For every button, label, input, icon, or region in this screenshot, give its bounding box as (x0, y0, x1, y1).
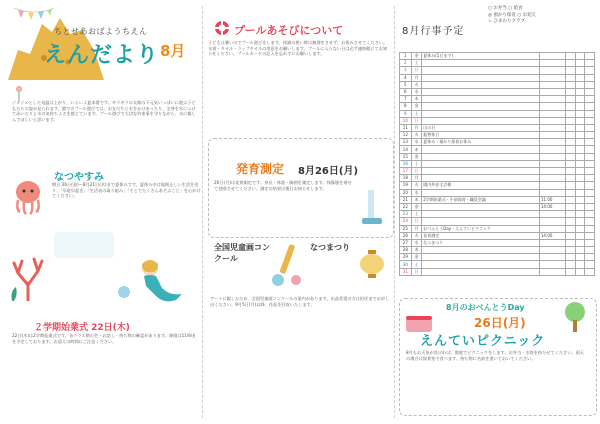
calendar-check-cell (566, 110, 576, 117)
calendar-cell-w: 日 (411, 67, 422, 74)
calendar-row (400, 168, 595, 175)
school-name: ちとせあおばようちえん (54, 27, 148, 36)
calendar-check-cell (575, 211, 585, 218)
calendar-cell-tm (539, 74, 565, 81)
calendar-cell-tm (539, 110, 565, 117)
calendar-check-cell (575, 218, 585, 225)
calendar-cell-d: 17 (400, 168, 412, 175)
measure-date: 8月26日(月) (298, 166, 359, 177)
calendar-cell-tm (539, 211, 565, 218)
calendar-row (400, 196, 595, 203)
calendar-cell-ev: 山の日 (422, 124, 540, 131)
calendar-cell-w: 木 (411, 146, 422, 153)
calendar-cell-ev (422, 218, 540, 225)
calendar-cell-d: 15 (400, 153, 412, 160)
calendar-cell-d: 29 (400, 254, 412, 261)
calendar-cell-ev (422, 175, 540, 182)
calendar-cell-ev: 2学期始業式・午前保育・職員会議 (422, 196, 540, 203)
calendar-row (400, 96, 595, 103)
calendar-cell-d: 11 (400, 124, 412, 131)
calendar-cell-ev (422, 67, 540, 74)
calendar-cell-w: 火 (411, 182, 422, 189)
calendar-check-cell (585, 189, 595, 196)
pool-title: プールあそびについて (234, 24, 344, 37)
bento-title: えんていピクニック (420, 334, 546, 349)
calendar-cell-ev (422, 74, 540, 81)
calendar-check-cell (585, 103, 595, 110)
natsu-title: なつまつり (310, 243, 350, 252)
calendar-check-cell (575, 182, 585, 189)
middle-bottom-text: アートに親しむため、全国児童画コンクールの案内があります。出品希望の方は担任までお申し出ください。9月5日(月)以降、作品を回収いたします。 (210, 296, 390, 307)
calendar-check-cell (585, 60, 595, 67)
calendar-cell-ev (422, 168, 540, 175)
newsletter-title: えんだより (44, 43, 160, 68)
calendar-check-cell (575, 268, 585, 275)
calendar-cell-w: 日 (411, 218, 422, 225)
calendar-cell-d: 10 (400, 117, 412, 124)
calendar-cell-ev (422, 203, 540, 210)
calendar-check-cell (566, 261, 576, 268)
calendar-check-cell (575, 81, 585, 88)
calendar-check-cell (566, 196, 576, 203)
pool-text: 子どもは暑いのでプール遊びをします。体調の悪い時は無理をさせず、お休みさせてください。水着・タオル・ラップタオルの用意をお願いします。プールに入らない日は必ず連絡帳にてお知らせください。プールカードの記入を忘れずにお願いします。 (208, 40, 388, 57)
term-title: ２学期始業式 22日(木) (34, 323, 130, 333)
calendar-check-cell (575, 88, 585, 95)
calendar-cell-d: 9 (400, 110, 412, 117)
calendar-cell-w: 月 (411, 225, 422, 232)
calendar-check-cell (566, 117, 576, 124)
calendar-cell-ev: なつまつり (422, 239, 540, 246)
calendar-row (400, 81, 595, 88)
calendar-check-cell (575, 160, 585, 167)
calendar-cell-tm (539, 168, 565, 175)
calendar-row (400, 239, 595, 246)
calendar-cell-tm (539, 218, 565, 225)
calendar-check-cell (575, 247, 585, 254)
calendar-cell-ev: 発育測定 (422, 232, 540, 239)
calendar-row (400, 103, 595, 110)
calendar-cell-w: 木 (411, 96, 422, 103)
calendar-title: 8月行事予定 (402, 26, 465, 37)
calendar-cell-d: 3 (400, 67, 412, 74)
calendar-cell-w: 金 (411, 53, 422, 60)
calendar-check-cell (566, 67, 576, 74)
calendar-cell-d: 21 (400, 196, 412, 203)
calendar-cell-ev (422, 160, 540, 167)
calendar-check-cell (566, 103, 576, 110)
calendar-row (400, 175, 595, 182)
calendar-check-cell (585, 203, 595, 210)
summer-title: なつやすみ (54, 172, 104, 183)
calendar-cell-d: 27 (400, 239, 412, 246)
concours-title: 全国児童画コンクール (214, 243, 270, 263)
calendar-check-cell (585, 81, 595, 88)
calendar-cell-w: 木 (411, 247, 422, 254)
legend-item: ◎ 預かり保育 ○ お迎え (488, 12, 537, 18)
calendar-check-cell (585, 254, 595, 261)
calendar-cell-ev (422, 96, 540, 103)
calendar-check-cell (566, 74, 576, 81)
calendar-row (400, 88, 595, 95)
calendar-check-cell (566, 247, 576, 254)
calendar-cell-tm (539, 81, 565, 88)
calendar-check-cell (575, 124, 585, 131)
calendar-check-cell (585, 196, 595, 203)
lantern-icon (354, 248, 390, 280)
calendar-cell-ev (422, 88, 540, 95)
calendar-cell-ev (422, 254, 540, 261)
calendar-cell-ev (422, 146, 540, 153)
calendar-check-cell (585, 225, 595, 232)
calendar-check-cell (585, 139, 595, 146)
calendar-cell-ev (422, 60, 540, 67)
calendar-cell-d: 24 (400, 218, 412, 225)
calendar-cell-tm: 11:00 (539, 196, 565, 203)
calendar-check-cell (575, 110, 585, 117)
calendar-cell-d: 12 (400, 132, 412, 139)
calendar-row (400, 139, 595, 146)
calendar-cell-d: 13 (400, 139, 412, 146)
calendar-cell-w: 木 (411, 196, 422, 203)
calendar-cell-ev (422, 110, 540, 117)
calendar-cell-tm (539, 239, 565, 246)
calendar-check-cell (575, 103, 585, 110)
calendar-check-cell (585, 96, 595, 103)
calendar-check-cell (585, 88, 595, 95)
calendar-cell-tm (539, 132, 565, 139)
calendar-check-cell (566, 254, 576, 261)
calendar-check-cell (575, 60, 585, 67)
tree-icon (560, 300, 590, 334)
calendar-row (400, 218, 595, 225)
calendar-cell-w: 日 (411, 168, 422, 175)
calendar-cell-d: 16 (400, 160, 412, 167)
calendar-check-cell (575, 74, 585, 81)
calendar-cell-tm (539, 261, 565, 268)
calendar-check-cell (566, 239, 576, 246)
summer-text: 期日 26日(金)〜8月21日(木)まで夏休みです。夏休み中は規則正しい生活を送り、「早寝早起き」「生活表の取り組み」「そとでたくさんあそぶこと」を心がけてください。 (52, 182, 201, 199)
calendar-row (400, 74, 595, 81)
calendar-cell-tm (539, 96, 565, 103)
calendar-row (400, 232, 595, 239)
calendar-check-cell (575, 67, 585, 74)
calendar-row (400, 153, 595, 160)
calendar-cell-tm: 14:00 (539, 232, 565, 239)
mermaid-icon (110, 256, 200, 306)
calendar-cell-tm (539, 146, 565, 153)
calendar-check-cell (585, 239, 595, 246)
calendar-cell-ev: おべんとうDay・えんていピクニック (422, 225, 540, 232)
calendar-cell-tm (539, 67, 565, 74)
calendar-cell-tm (539, 254, 565, 261)
calendar-cell-w: 土 (411, 60, 422, 67)
calendar-cell-d: 7 (400, 96, 412, 103)
calendar-cell-w: 月 (411, 124, 422, 131)
calendar-cell-tm (539, 153, 565, 160)
calendar-cell-w: 日 (411, 117, 422, 124)
calendar-cell-ev: 園内外安全点検 (422, 182, 540, 189)
scale-icon (358, 188, 386, 226)
calendar-cell-tm (539, 103, 565, 110)
calendar-row (400, 225, 595, 232)
calendar-check-cell (566, 268, 576, 275)
calendar-cell-w: 日 (411, 268, 422, 275)
calendar-cell-w: 金 (411, 254, 422, 261)
calendar-check-cell (585, 268, 595, 275)
calendar-cell-w: 水 (411, 239, 422, 246)
calendar-cell-ev (422, 189, 540, 196)
calendar-row (400, 146, 595, 153)
calendar-row (400, 182, 595, 189)
calendar-cell-w: 月 (411, 175, 422, 182)
calendar-row (400, 247, 595, 254)
calendar-check-cell (575, 225, 585, 232)
calendar-cell-ev (422, 268, 540, 275)
calendar-row (400, 132, 595, 139)
calendar-check-cell (585, 124, 595, 131)
calendar-cell-d: 4 (400, 74, 412, 81)
calendar-cell-ev (422, 153, 540, 160)
calendar-check-cell (575, 153, 585, 160)
legend-item: ○ お弁当 ○ 給食 (488, 6, 523, 11)
calendar-check-cell (566, 175, 576, 182)
calendar-row (400, 110, 595, 117)
calendar-check-cell (566, 124, 576, 131)
calendar-cell-w: 水 (411, 88, 422, 95)
calendar-check-cell (585, 175, 595, 182)
calendar-check-cell (585, 67, 595, 74)
calendar-check-cell (585, 53, 595, 60)
bento-date: 26日(月) (474, 316, 526, 330)
calendar-cell-w: 金 (411, 153, 422, 160)
calendar-check-cell (585, 232, 595, 239)
measure-text: 26日(月)は発育測定です。身長・体重・胸囲を測定します。体操服を着せて登園させてください。測定の結果は後日お知らせします。 (214, 180, 352, 191)
calendar-check-cell (566, 189, 576, 196)
calendar-check-cell (575, 132, 585, 139)
calendar-cell-tm (539, 182, 565, 189)
calendar-cell-tm (539, 53, 565, 60)
calendar-check-cell (575, 139, 585, 146)
calendar-check-cell (566, 203, 576, 210)
calendar-cell-d: 22 (400, 203, 412, 210)
calendar-check-cell (566, 53, 576, 60)
calendar-cell-w: 金 (411, 203, 422, 210)
calendar-cell-tm (539, 268, 565, 275)
calendar-row (400, 160, 595, 167)
calendar-check-cell (575, 189, 585, 196)
calendar-cell-w: 土 (411, 261, 422, 268)
calendar-cell-tm (539, 189, 565, 196)
calendar-check-cell (566, 218, 576, 225)
calendar-check-cell (566, 139, 576, 146)
calendar-check-cell (566, 182, 576, 189)
calendar-cell-w: 火 (411, 81, 422, 88)
calendar-cell-ev: 夏休み(1日まで) (422, 53, 540, 60)
calendar-check-cell (566, 81, 576, 88)
calendar-cell-d: 1 (400, 53, 412, 60)
calendar-cell-w: 金 (411, 103, 422, 110)
calendar-check-cell (585, 146, 595, 153)
calendar-cell-d: 6 (400, 88, 412, 95)
calendar-cell-tm (539, 139, 565, 146)
calendar-check-cell (575, 96, 585, 103)
calendar-cell-tm (539, 124, 565, 131)
calendar-cell-w: 土 (411, 211, 422, 218)
calendar-check-cell (566, 160, 576, 167)
calendar-cell-d: 23 (400, 211, 412, 218)
bunting-icon (14, 6, 54, 26)
calendar-check-cell (575, 175, 585, 182)
seaweed-decor (54, 232, 114, 258)
calendar-row (400, 268, 595, 275)
calendar-check-cell (585, 182, 595, 189)
calendar-cell-ev (422, 81, 540, 88)
calendar-cell-d: 25 (400, 225, 412, 232)
calendar-check-cell (575, 117, 585, 124)
calendar-cell-d: 14 (400, 146, 412, 153)
calendar-row (400, 60, 595, 67)
calendar-check-cell (566, 146, 576, 153)
coral-icon (8, 255, 48, 301)
intro-text: ジメジメとした気温は上がり、いよいよ夏本番です。ギラギラの太陽の下元気いっぱいに遊ぶ子どもたちの姿が見られます。園でのプール遊びでは、お友だちと水をかけあったり、全身を水につけて泳いだりと水の気持ちよさを感じています。プール遊びで大切な約束事を守りながら、水に親しんでほしいと思います。 (12, 100, 196, 122)
calendar-check-cell (585, 168, 595, 175)
calendar-row (400, 67, 595, 74)
octopus-icon (10, 178, 46, 216)
pool-float-icon (214, 20, 230, 36)
calendar-check-cell (566, 96, 576, 103)
calendar-cell-d: 2 (400, 60, 412, 67)
calendar-cell-d: 8 (400, 103, 412, 110)
divider-left (202, 6, 203, 418)
calendar-check-cell (575, 53, 585, 60)
calendar-check-cell (566, 211, 576, 218)
calendar-check-cell (585, 132, 595, 139)
calendar-check-cell (566, 232, 576, 239)
measure-title: 発育測定 (236, 162, 285, 176)
calendar-check-cell (575, 146, 585, 153)
calendar-check-cell (575, 254, 585, 261)
calendar-check-cell (575, 196, 585, 203)
calendar-cell-tm (539, 88, 565, 95)
calendar-check-cell (585, 261, 595, 268)
divider-right (394, 6, 395, 418)
calendar-cell-tm (539, 117, 565, 124)
newsletter-month: 8月 (160, 42, 186, 60)
calendar-cell-tm (539, 160, 565, 167)
calendar-row (400, 203, 595, 210)
calendar-cell-ev: 夏休み・預かり保育お休み (422, 139, 540, 146)
calendar-cell-w: 土 (411, 110, 422, 117)
calendar-cell-ev (422, 117, 540, 124)
calendar-check-cell (575, 261, 585, 268)
calendar-cell-d: 28 (400, 247, 412, 254)
calendar-cell-d: 26 (400, 232, 412, 239)
calendar-row (400, 53, 595, 60)
bento-text: 8月もお天気が良ければ、園庭でピクニックをします。お弁当・水筒を持たせてください。雨天の場合は保育室で食べます。持ち物に名前を書いておいてください。 (406, 350, 584, 361)
calendar-cell-ev: 振替休日 (422, 132, 540, 139)
calendar-cell-w: 火 (411, 232, 422, 239)
calendar-check-cell (585, 110, 595, 117)
calendar-cell-ev (422, 103, 540, 110)
calendar-row (400, 254, 595, 261)
calendar-check-cell (575, 232, 585, 239)
calendar-cell-ev (422, 211, 540, 218)
calendar-cell-w: 水 (411, 139, 422, 146)
calendar-legend (488, 6, 594, 26)
bento-icon (404, 312, 434, 334)
calendar-check-cell (585, 247, 595, 254)
calendar-cell-w: 土 (411, 160, 422, 167)
bento-subtitle: 8月のおべんとうDay (446, 303, 525, 312)
calendar-row (400, 124, 595, 131)
calendar-check-cell (575, 239, 585, 246)
calendar-cell-tm (539, 247, 565, 254)
calendar-check-cell (566, 60, 576, 67)
calendar-check-cell (566, 88, 576, 95)
calendar-cell-d: 19 (400, 182, 412, 189)
calendar-row (400, 261, 595, 268)
calendar-cell-d: 5 (400, 81, 412, 88)
calendar-row (400, 211, 595, 218)
calendar-check-cell (585, 74, 595, 81)
legend-item: ☆ ひまわりクラブ (488, 19, 525, 24)
calendar-check-cell (585, 117, 595, 124)
calendar-check-cell (585, 211, 595, 218)
calendar-check-cell (575, 168, 585, 175)
calendar-check-cell (566, 153, 576, 160)
calendar-cell-w: 月 (411, 74, 422, 81)
calendar-cell-tm (539, 225, 565, 232)
calendar-row (400, 189, 595, 196)
calendar-cell-ev (422, 261, 540, 268)
calendar-cell-tm: 14:00 (539, 203, 565, 210)
calendar-cell-d: 30 (400, 261, 412, 268)
calendar-check-cell (575, 203, 585, 210)
calendar-cell-tm (539, 60, 565, 67)
calendar-cell-d: 31 (400, 268, 412, 275)
calendar-check-cell (585, 153, 595, 160)
calendar-check-cell (566, 225, 576, 232)
calendar-cell-d: 20 (400, 189, 412, 196)
calendar-cell-ev (422, 247, 540, 254)
calendar-check-cell (566, 168, 576, 175)
calendar-cell-d: 18 (400, 175, 412, 182)
calendar-check-cell (585, 218, 595, 225)
calendar-check-cell (585, 160, 595, 167)
calendar-cell-w: 水 (411, 189, 422, 196)
calendar-table (399, 52, 595, 276)
paintbrush-icon (270, 240, 306, 288)
calendar-check-cell (566, 132, 576, 139)
calendar-row (400, 117, 595, 124)
term-text: 22日(木)は2学期始業式です。各クラス朝の会・お話し・持ち物の確認があります。降園は11時頃を予定しております。お迎えの時間にご注意ください。 (12, 333, 196, 344)
calendar-cell-tm (539, 175, 565, 182)
calendar-cell-w: 火 (411, 132, 422, 139)
